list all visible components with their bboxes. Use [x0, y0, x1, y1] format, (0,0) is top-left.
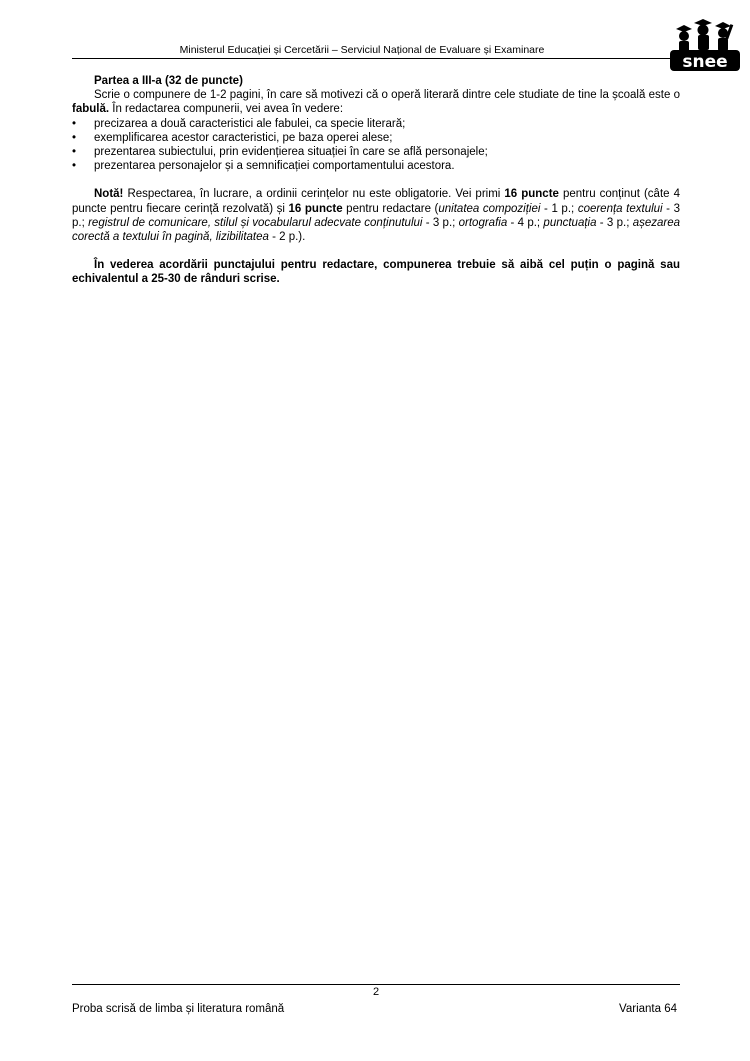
footer-exam-title: Proba scrisă de limba și literatura română	[72, 1003, 285, 1015]
note-criterion: registrul de comunicare, stilul și vocabularul adecvate conținutului	[88, 216, 423, 229]
intro-text: Scrie o compunere de 1-2 pagini, în care să motivezi că o operă literară dintre cele studiate de tine la școală este o	[94, 89, 680, 102]
part-intro	[72, 88, 680, 116]
bullet-icon: •	[72, 117, 77, 130]
requirements-list	[72, 117, 680, 174]
note-criterion: așezarea corectă a textului în pagină, lizibilitatea	[72, 216, 680, 244]
writing-requirement	[72, 258, 680, 286]
note-text: - 4 p.;	[507, 216, 544, 229]
bullet-icon: •	[72, 131, 77, 144]
header-divider	[72, 58, 680, 59]
note-text: - 3 p.;	[72, 202, 680, 229]
note-text: pentru conținut (câte 4 puncte pentru fiecare cerință rezolvată) și	[72, 188, 680, 215]
list-item-text: exemplificarea acestor caracteristici, pe baza operei alese;	[94, 131, 393, 144]
footer-variant: Varianta 64	[619, 1003, 677, 1015]
note-text: pentru redactare (	[342, 202, 439, 215]
note-criterion: coerența textului	[577, 202, 663, 215]
footer-divider	[72, 984, 680, 985]
list-item	[72, 145, 680, 159]
part-title-text: Partea a III-a (32 de puncte)	[94, 75, 243, 87]
page-number: 2	[372, 986, 380, 998]
note-text: Respectarea, în lucrare, a ordinii cerințelor nu este obligatorie. Vei primi	[123, 188, 505, 201]
note-text: - 3 p.;	[422, 216, 459, 229]
note-points-content: 16 puncte	[504, 188, 559, 201]
grading-note	[72, 187, 680, 244]
header-ministry: Ministerul Educației și Cercetării – Serviciul Național de Evaluare și Examinare	[179, 44, 545, 56]
snee-logo	[668, 16, 742, 72]
exam-content	[72, 74, 680, 287]
list-item	[72, 159, 680, 173]
note-points-writing: 16 puncte	[288, 202, 343, 215]
list-item	[72, 131, 680, 145]
list-item-text: prezentarea subiectului, prin evidențierea situației în care se află personajele;	[94, 146, 488, 159]
list-item-text: precizarea a două caracteristici ale fabulei, ca specie literară;	[94, 117, 406, 130]
list-item-text: prezentarea personajelor și a semnificației comportamentului acestora.	[94, 160, 455, 173]
bullet-icon: •	[72, 146, 77, 159]
part-title	[72, 74, 680, 88]
note-criterion: ortografia	[458, 216, 508, 229]
note-criterion: unitatea compoziției	[438, 202, 541, 215]
note-text: - 1 p.;	[540, 202, 578, 215]
writing-requirement-text: În vederea acordării punctajului pentru redactare, compunerea trebuie să aibă cel puțin o pagină sau echivalentul a 25-30 de rânduri scrise.	[72, 259, 680, 286]
bullet-icon: •	[72, 160, 77, 173]
list-item	[72, 117, 680, 131]
intro-text-end: În redactarea compunerii, vei avea în vedere:	[109, 103, 344, 116]
note-text: - 3 p.;	[596, 216, 633, 229]
note-criterion: punctuația	[543, 216, 597, 229]
intro-bold: fabulă.	[72, 103, 110, 116]
note-text: - 2 p.).	[268, 231, 306, 244]
note-label: Notă!	[94, 188, 124, 201]
logo-text: snee	[682, 52, 728, 72]
